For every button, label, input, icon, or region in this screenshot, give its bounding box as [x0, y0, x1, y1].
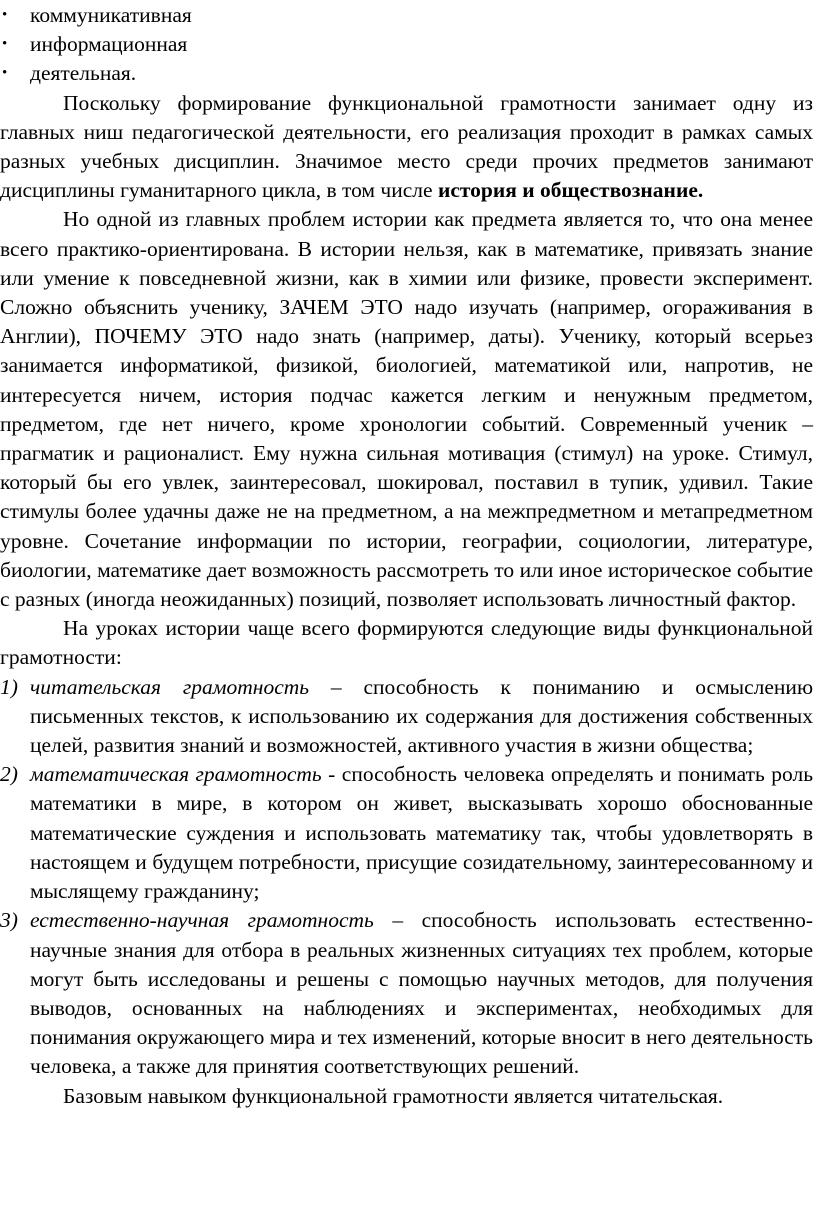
paragraph-text: Базовым навыком функциональной грамотности является читательская.: [63, 1083, 724, 1108]
literacy-types-list: [0, 673, 813, 1082]
bullet-item: [0, 59, 813, 88]
paragraph-text: Поскольку формирование функциональной грамотности занимает одну из главных ниш педагогической деятельности, его реализация проходит в рамках самых разных учебных дисциплин. Значимое место среди прочих предметов занимают дисциплины гуманитарного цикла, в том числе: [0, 90, 813, 203]
literacy-item-term: естественно-научная грамотность: [30, 908, 374, 933]
bullet-item-text: деятельная.: [30, 61, 137, 86]
literacy-item-number: 2): [0, 762, 18, 787]
paragraph-history-problems: [0, 205, 813, 614]
literacy-item: [0, 760, 813, 906]
document-page: [0, 1, 813, 1111]
paragraph-basic-skill: [0, 1082, 813, 1111]
bullet-item-text: информационная: [30, 32, 188, 57]
bullet-dot-icon: •: [2, 65, 8, 82]
literacy-item-separator: –: [373, 908, 422, 933]
literacy-item-number: 3): [0, 908, 18, 933]
literacy-item-text: способность использовать естественно-научные знания для отбора в реальных жизненных ситуациях тех проблем, которые могут быть исследованы и решены с помощью научных методов, для получения выводов, основанных на наблюдениях и экспериментах, необходимых для понимания окружающего мира и тех изменений, которые вносит в него деятельность человека, а также для принятия соответствующих решений.: [30, 908, 813, 1079]
bullet-dot-icon: •: [2, 36, 8, 53]
paragraph-literacy-kinds: [0, 614, 813, 672]
bullet-item-text: коммуникативная: [30, 3, 192, 27]
bullet-list: [0, 1, 813, 89]
literacy-item-separator: –: [309, 674, 364, 699]
literacy-item-term: читательская грамотность: [30, 674, 310, 699]
paragraph-text: Но одной из главных проблем истории как предмета является то, что она менее всего практико-ориентирована. В истории нельзя, как в математике, привязать знание или умение к повседневной жизни, как в химии или физике, провести эксперимент. Сложно объяснить ученику, ЗАЧЕМ ЭТО надо изучать (например, огораживания в Англии), ПОЧЕМУ ЭТО надо знать (например, даты). Ученику, который всерьез занимается информатикой, физикой, биологией, математикой или, напротив, не интересуется ничем, история подчас кажется легким и ненужным предметом, предметом, где нет ничего, кроме хронологии событий. Современный ученик – прагматик и рационалист. Ему нужна сильная мотивация (стимул) на уроке. Стимул, который бы его увлек, заинтересовал, шокировал, поставил в тупик, удивил. Такие стимулы более удачны даже не на предметном, а на межпредметном и метапредметном уровне. Сочетание информации по истории, географии, социологии, литературе, биологии, математике дает возможность рассмотреть то или иное историческое событие с разных (иногда неожиданных) позиций, позволяет использовать личностный фактор.: [0, 207, 813, 612]
literacy-item-text: способность человека определять и понимать роль математики в мире, в котором он живет, высказывать хорошо обоснованные математические суждения и использовать математику так, чтобы удовлетворять в настоящем и будущем потребности, присущие созидательному, заинтересованному и мыслящему гражданину;: [30, 762, 814, 904]
bullet-dot-icon: •: [2, 7, 8, 23]
literacy-item-text: способность к пониманию и осмыслению письменных текстов, к использованию их содержания для достижения собственных целей, развития знаний и возможностей, активного участия в жизни общества;: [30, 674, 814, 758]
literacy-item-separator: -: [321, 762, 342, 787]
bullet-item: [0, 30, 813, 59]
literacy-item-number: 1): [0, 674, 18, 699]
paragraph-literacy-place: [0, 89, 813, 206]
paragraph-text: На уроках истории чаще всего формируются следующие виды функциональной грамотности:: [0, 616, 813, 670]
bullet-item: [0, 1, 813, 30]
literacy-item-term: математическая грамотность: [30, 762, 322, 787]
bold-subjects: история и обществознание.: [437, 178, 704, 203]
literacy-item: [0, 906, 813, 1081]
literacy-item: [0, 673, 813, 761]
